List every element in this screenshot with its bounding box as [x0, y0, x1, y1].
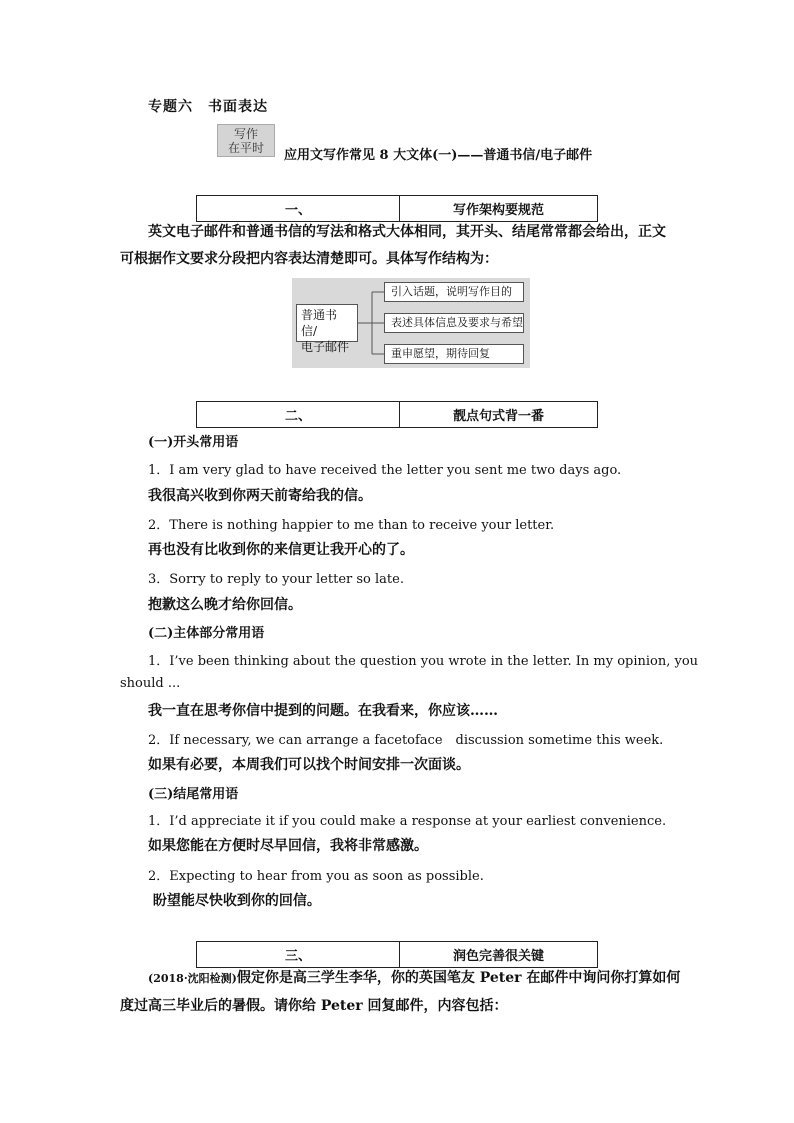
intro-line-1: 英文电子邮件和普通书信的写法和格式大体相同，其开头、结尾常常都会给出，正文: [148, 224, 666, 240]
closing-heading: (三)结尾常用语: [148, 787, 239, 802]
diagram-root-line1: 普通书信/: [301, 308, 338, 338]
closing-en-1: 1．I’d appreciate it if you could make a response at your earliest convenience.: [148, 814, 667, 829]
structure-diagram: [292, 278, 530, 368]
section-number: 一、: [197, 196, 400, 221]
diagram-branch: 表述具体信息及要求与希望: [384, 313, 524, 333]
task-source: (2018·沈阳检测): [148, 972, 237, 985]
logo-line1: 写作: [233, 127, 258, 141]
task-line-2: 度过高三毕业后的暑假。请你给 Peter 回复邮件，内容包括：: [120, 998, 508, 1014]
section-title: 靓点句式背一番: [452, 409, 544, 424]
logo-line2: 在平时: [227, 141, 264, 155]
section-number: 三、: [197, 942, 400, 967]
body-heading: (二)主体部分常用语: [148, 626, 265, 641]
closing-zh-2: 盼望能尽快收到你的回信。: [148, 893, 321, 909]
opening-zh-2: 再也没有比收到你的来信更让我开心的了。: [148, 542, 414, 558]
diagram-root-line2: 电子邮件: [301, 340, 350, 354]
section-header-2: [196, 401, 598, 428]
closing-zh-1: 如果您能在方便时尽早回信，我将非常感激。: [148, 838, 428, 854]
body-zh-2: 如果有必要，本周我们可以找个时间安排一次面谈。: [148, 757, 470, 773]
body-en-1b: should ...: [120, 676, 181, 691]
section-header-1: [196, 195, 598, 222]
opening-en-2: 2．There is nothing happier to me than to receive your letter.: [148, 518, 555, 533]
diagram-branch: 重申愿望，期待回复: [384, 344, 524, 364]
closing-en-2: 2．Expecting to hear from you as soon as possible.: [148, 869, 484, 884]
body-en-2: 2．If necessary, we can arrange a facetoface discussion sometime this week.: [148, 733, 664, 748]
body-zh-1: 我一直在思考你信中提到的问题。在我看来，你应该……: [148, 703, 498, 719]
topic-title: 专题六 书面表达: [148, 99, 268, 115]
opening-zh-1: 我很高兴收到你两天前寄给我的信。: [148, 488, 372, 504]
opening-heading: (一)开头常用语: [148, 435, 239, 450]
diagram-branch: 引入话题，说明写作目的: [384, 282, 524, 302]
opening-en-3: 3．Sorry to reply to your letter so late.: [148, 572, 404, 587]
writing-logo: [217, 124, 275, 157]
task-line-1-text: 假定你是高三学生李华，你的英国笔友 Peter 在邮件中询问你打算如何: [236, 970, 681, 986]
body-en-1a: 1．I’ve been thinking about the question you wrote in the letter. In my opinion, you: [148, 654, 699, 669]
task-line-1: [148, 965, 708, 992]
intro-line-2: 可根据作文要求分段把内容表达清楚即可。具体写作结构为：: [120, 251, 498, 267]
section-header-3: [196, 941, 598, 968]
section-number: 二、: [197, 402, 400, 427]
section-title: 写作架构要规范: [452, 203, 544, 218]
opening-en-1: 1．I am very glad to have received the letter you sent me two days ago.: [148, 463, 622, 478]
lesson-subtitle: 应用文写作常见 8 大文体(一)——普通书信/电子邮件: [284, 148, 593, 163]
opening-zh-3: 抱歉这么晚才给你回信。: [148, 597, 302, 613]
section-title: 润色完善很关键: [452, 949, 544, 964]
